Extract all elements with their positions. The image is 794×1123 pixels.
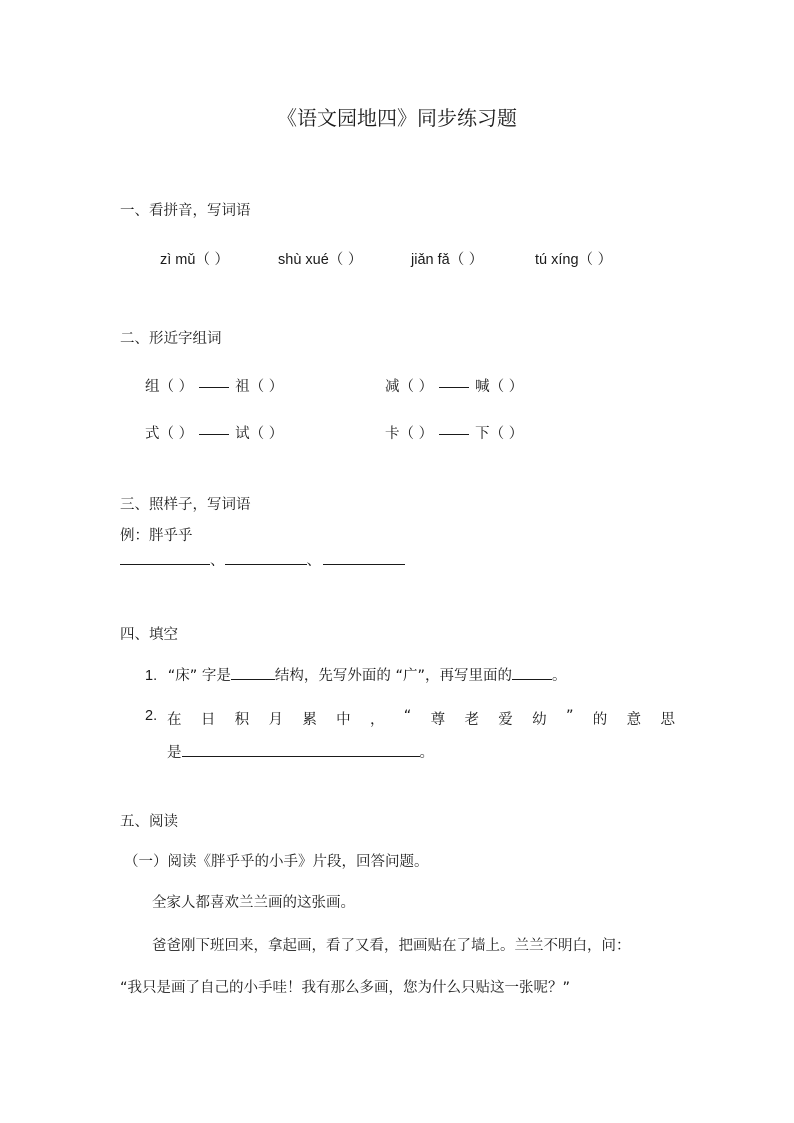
question-text: 。 <box>551 668 567 684</box>
char: 组 <box>145 379 160 395</box>
answer-blank[interactable]: （ ） <box>328 252 363 268</box>
question-char: 月 <box>268 712 283 728</box>
question-char: 累 <box>302 712 317 728</box>
reading-subheading: （一）阅读《胖乎乎的小手》片段，回答问题。 <box>124 854 429 870</box>
question-2 <box>145 708 675 729</box>
reading-paragraph: 爸爸刚下班回来，拿起画，看了又看，把画贴在了墙上。兰兰不明白，问： <box>152 938 631 954</box>
char-pair-row-1b <box>385 375 523 396</box>
question-2-line-2 <box>167 741 434 762</box>
question-char: 老 <box>464 712 479 728</box>
answer-blank[interactable]: （ ） <box>489 379 524 395</box>
section-5-heading: 五、阅读 <box>120 814 178 830</box>
answer-line[interactable] <box>512 665 552 680</box>
reading-paragraph: 全家人都喜欢兰兰画的这张画。 <box>152 895 355 911</box>
pinyin-text: zì mǔ <box>160 252 196 268</box>
section-3-heading: 三、照样子，写词语 <box>120 497 251 513</box>
pinyin-text: jiǎn fǎ <box>411 252 450 268</box>
answer-blank[interactable]: （ ） <box>249 426 284 442</box>
answer-line[interactable] <box>225 550 307 565</box>
pinyin-item <box>278 248 411 269</box>
char: 下 <box>475 426 490 442</box>
question-text: 。 <box>419 745 434 761</box>
answer-line[interactable] <box>323 550 405 565</box>
example-text: 例：胖乎乎 <box>120 528 193 544</box>
question-char: ” <box>565 708 574 724</box>
char-pair-row-1 <box>145 375 283 396</box>
answer-blank[interactable]: （ ） <box>195 252 230 268</box>
answer-blank[interactable]: （ ） <box>159 426 194 442</box>
page-title: 《语文园地四》同步练习题 <box>277 106 517 130</box>
question-1 <box>145 664 566 685</box>
reading-paragraph: “我只是画了自己的小手哇！我有那么多画，您为什么只贴这一张呢？” <box>120 980 571 996</box>
answer-blank[interactable]: （ ） <box>399 379 434 395</box>
question-char: 中 <box>336 712 351 728</box>
section-4-heading: 四、填空 <box>120 627 178 643</box>
question-char: 爱 <box>498 712 513 728</box>
char: 试 <box>235 426 250 442</box>
pinyin-text: tú xíng <box>535 252 579 268</box>
dash-divider <box>439 387 469 388</box>
pinyin-item <box>535 248 612 269</box>
question-char: 积 <box>234 712 250 728</box>
answer-blank[interactable]: （ ） <box>578 252 613 268</box>
answer-blank[interactable]: （ ） <box>249 379 284 395</box>
char: 喊 <box>475 379 490 395</box>
dash-divider <box>439 434 469 435</box>
dash-divider <box>199 434 229 435</box>
answer-blank[interactable]: （ ） <box>489 426 524 442</box>
question-char: 幼 <box>532 712 547 728</box>
char: 祖 <box>235 379 250 395</box>
question-char: 的 <box>592 712 608 728</box>
separator: 、 <box>306 553 321 569</box>
question-char: 在 <box>167 712 182 728</box>
answer-blank[interactable]: （ ） <box>159 379 194 395</box>
question-number: 1. <box>145 668 158 684</box>
pinyin-item <box>160 248 278 269</box>
question-char: “ <box>403 708 412 724</box>
question-text: 是 <box>167 745 182 761</box>
pinyin-item <box>411 248 535 269</box>
question-char: 意 <box>626 712 642 728</box>
question-char: 思 <box>660 712 675 728</box>
char: 减 <box>385 379 400 395</box>
question-text-spread <box>167 708 675 729</box>
dash-divider <box>199 387 229 388</box>
pinyin-row <box>160 248 612 269</box>
question-text: “床” 字是 <box>167 668 231 684</box>
char-pair-row-2b <box>385 422 523 443</box>
separator: 、 <box>210 553 225 569</box>
pinyin-text: shù xué <box>278 252 329 268</box>
char-pair-row-2 <box>145 422 283 443</box>
question-number: 2. <box>145 708 158 724</box>
section-2-heading: 二、形近字组词 <box>120 331 222 347</box>
char: 卡 <box>385 426 400 442</box>
answer-line[interactable] <box>182 742 420 757</box>
answer-blank[interactable]: （ ） <box>449 252 484 268</box>
question-text: 结构，先写外面的 “广”，再写里面的 <box>274 668 512 684</box>
answer-line[interactable] <box>231 665 275 680</box>
answer-lines <box>120 549 405 570</box>
answer-blank[interactable]: （ ） <box>399 426 434 442</box>
question-char: ， <box>369 712 385 728</box>
answer-line[interactable] <box>120 550 210 565</box>
question-char: 日 <box>200 712 216 728</box>
section-1-heading: 一、看拼音，写词语 <box>120 203 251 219</box>
char: 式 <box>145 426 160 442</box>
question-char: 尊 <box>430 712 446 728</box>
